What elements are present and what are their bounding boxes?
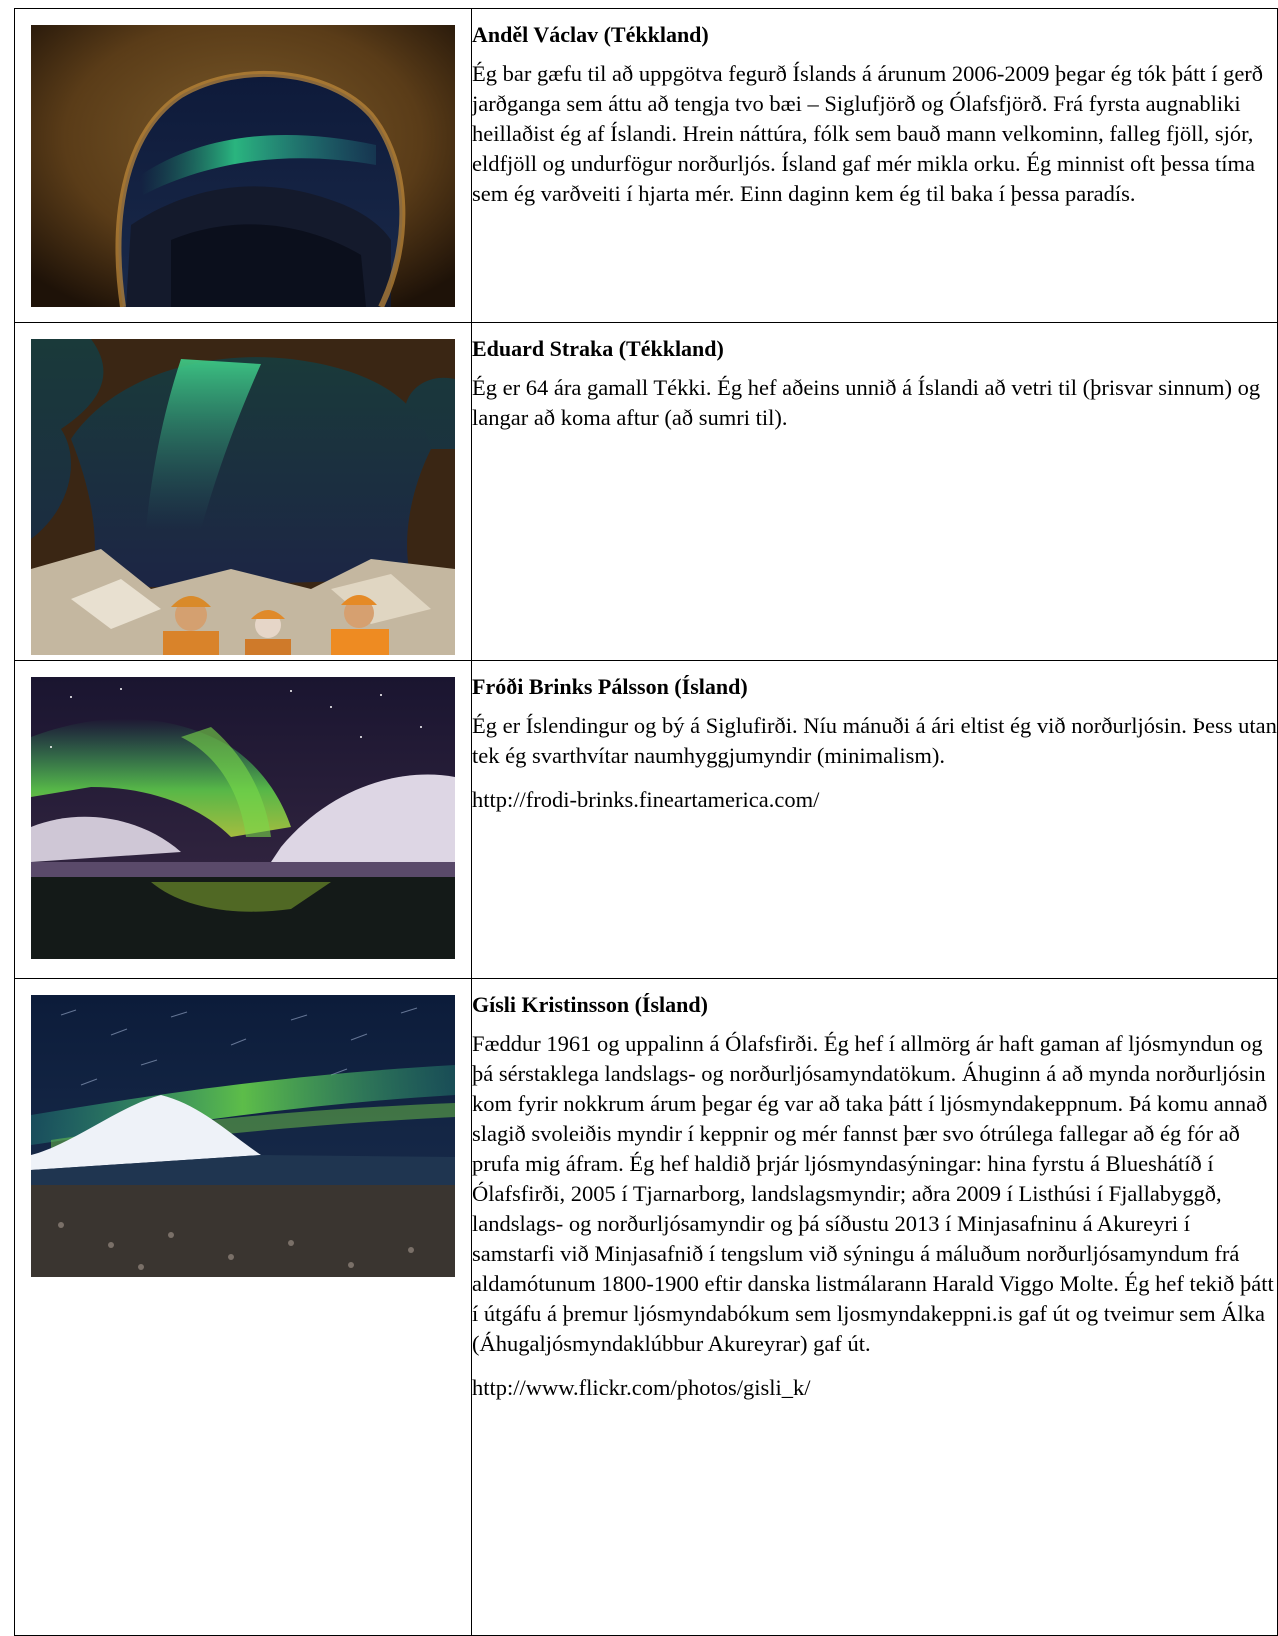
photo-aurora-snow-mountain-star-trails	[31, 995, 455, 1277]
photo-tunnel-aurora	[31, 25, 455, 307]
photo-cell	[15, 323, 472, 661]
bio-cell	[472, 661, 1278, 979]
bio-text: Ég er Íslendingur og bý á Siglufirði. Níu mánuði á ári eltist ég við norðurljósin. Þess utan tek ég svarthvítar naumhyggjumyndir (minimalism).	[472, 713, 1277, 768]
bio-text: Fæddur 1961 og uppalinn á Ólafsfirði. Ég hef í allmörg ár haft gaman af ljósmyndun og þá sérstaklega landslags- og norðurljósamyndatökum. Áhuginn á að mynda norðurljósin kom fyrir nokkrum árum þegar ég var að taka þátt í ljósmyndakeppnum. Þá komu annað slagið svoleiðis myndir í keppnir og mér fannst þær svo ótrúlega fallegar að ég fór að prufa mig áfram. Ég hef haldið þrjár ljósmyndasýningar: hina fyrstu á Blueshátíð í Ólafsfirði, 2005 í Tjarnarborg, landslagsmyndir; aðra 2009 í Listhúsi í Fjallabyggð, landslags- og norðurljósamyndir og þá síðustu 2013 í Minjasafninu á Akureyri í samstarfi við Minjasafnið í tengslum við sýningu á máluðum norðurljósamyndum frá aldamótunum 1800-1900 eftir danska listmálarann Harald Viggo Molte. Ég hef tekið þátt í útgáfu á þremur ljósmyndabókum sem ljosmyndakeppni.is gaf út og tveimur sem Álka (Áhugaljósmyndaklúbbur Akureyrar) gaf út.	[472, 1031, 1274, 1356]
photo-cell	[15, 661, 472, 979]
table-row	[15, 323, 1278, 661]
photographer-name: Gísli Kristinsson (Ísland)	[472, 992, 708, 1017]
table-row	[15, 9, 1278, 323]
photographer-name: Eduard Straka (Tékkland)	[472, 336, 724, 361]
photographer-name: Anděl Václav (Tékkland)	[472, 22, 709, 47]
photo-aurora-valley-reflection	[31, 677, 455, 959]
table-row	[15, 979, 1278, 1636]
photographer-table	[14, 8, 1278, 1636]
website-link[interactable]: http://www.flickr.com/photos/gisli_k/	[472, 1375, 811, 1400]
photo-cell	[15, 979, 472, 1636]
photo-cell	[15, 9, 472, 323]
photo-cave-aurora-workers	[31, 339, 455, 655]
bio-cell	[472, 9, 1278, 323]
table-row	[15, 661, 1278, 979]
bio-cell	[472, 323, 1278, 661]
bio-text: Ég er 64 ára gamall Tékki. Ég hef aðeins unnið á Íslandi að vetri til (þrisvar sinnum) og langar að koma aftur (að sumri til).	[472, 375, 1261, 430]
website-link[interactable]: http://frodi-brinks.fineartamerica.com/	[472, 787, 820, 812]
bio-text: Ég bar gæfu til að uppgötva fegurð Íslands á árunum 2006-2009 þegar ég tók þátt í gerð jarðganga sem áttu að tengja tvo bæi – Siglufjörð og Ólafsfjörð. Frá fyrsta augnabliki heillaðist ég af Íslandi. Hrein náttúra, fólk sem bauð mann velkominn, falleg fjöll, sjór, eldfjöll og undurfögur norðurljós. Ísland gaf mér mikla orku. Ég minnist oft þessa tíma sem ég varðveiti í hjarta mér. Einn daginn kem ég til baka í þessa paradís.	[472, 61, 1264, 206]
bio-cell	[472, 979, 1278, 1636]
photographer-name: Fróði Brinks Pálsson (Ísland)	[472, 674, 748, 699]
